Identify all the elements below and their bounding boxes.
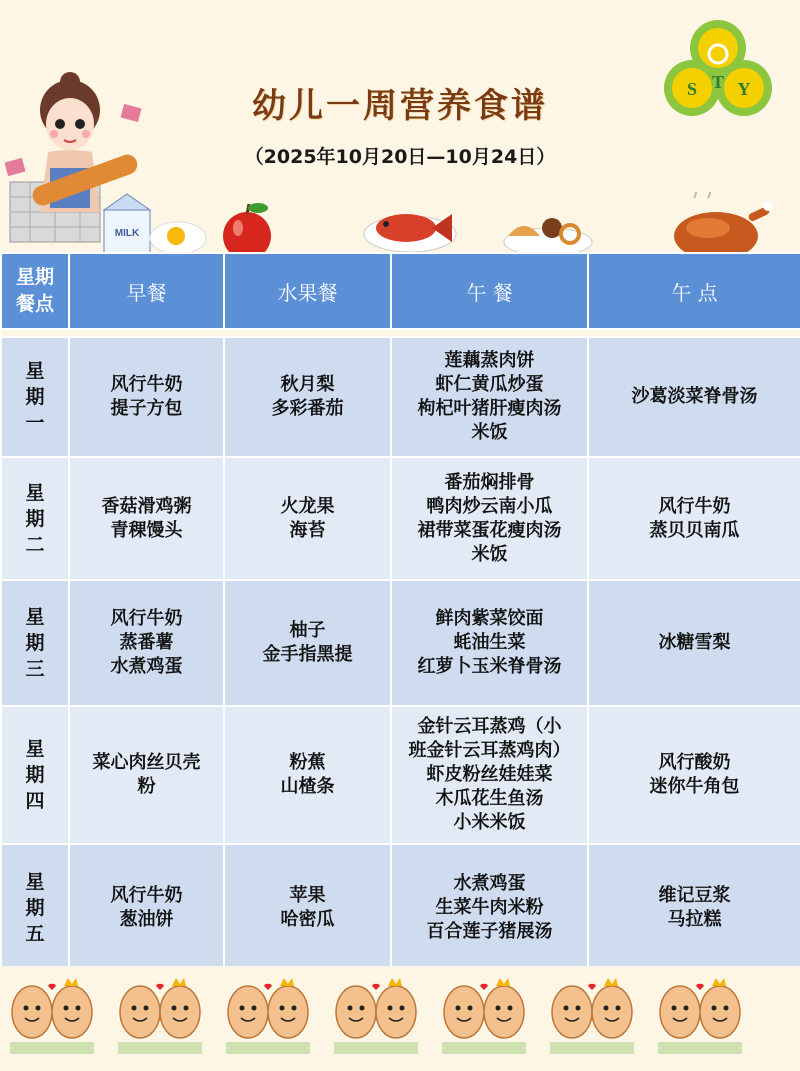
snack-cell: 冰糖雪梨 bbox=[588, 580, 800, 706]
breakfast-cell: 香菇滑鸡粥 青稞馒头 bbox=[69, 457, 224, 580]
snack-cell: 沙葛淡菜脊骨汤 bbox=[588, 337, 800, 457]
egg-couples-row bbox=[0, 966, 800, 1067]
header-lunch: 午 餐 bbox=[391, 253, 588, 329]
breakfast-cell: 菜心肉丝贝壳 粉 bbox=[69, 706, 224, 844]
table-row bbox=[1, 580, 800, 706]
table-row bbox=[1, 706, 800, 844]
table-row bbox=[1, 844, 800, 972]
table-header-row bbox=[1, 253, 800, 329]
corner-line2: 餐点 bbox=[15, 293, 54, 315]
header-corner bbox=[1, 253, 69, 329]
table-row bbox=[1, 457, 800, 580]
corner-line1: 星期 bbox=[15, 266, 54, 288]
logo-letter-t: T bbox=[711, 72, 725, 92]
egg-border-decoration bbox=[0, 966, 800, 1067]
breakfast-cell: 风行牛奶 提子方包 bbox=[69, 337, 224, 457]
sty-logo bbox=[662, 18, 774, 122]
day-cell: 星 期 五 bbox=[1, 844, 69, 972]
fish-dish-illustration bbox=[360, 196, 460, 256]
lunch-cell: 鲜肉紫菜饺面 蚝油生菜 红萝卜玉米脊骨汤 bbox=[391, 580, 588, 706]
milk-egg-illustration bbox=[100, 192, 210, 256]
day-cell: 星 期 三 bbox=[1, 580, 69, 706]
breakfast-cell: 风行牛奶 蒸番薯 水煮鸡蛋 bbox=[69, 580, 224, 706]
page-title: 幼儿一周营养食谱 bbox=[252, 86, 548, 126]
day-cell: 星 期 一 bbox=[1, 337, 69, 457]
header-breakfast: 早餐 bbox=[69, 253, 224, 329]
lunch-cell: 金针云耳蒸鸡（小 班金针云耳蒸鸡肉） 虾皮粉丝娃娃菜 木瓜花生鱼汤 小米米饭 bbox=[391, 706, 588, 844]
snack-cell: 维记豆浆 马拉糕 bbox=[588, 844, 800, 972]
fruit-cell: 火龙果 海苔 bbox=[224, 457, 391, 580]
snack-cell: 风行酸奶 迷你牛角包 bbox=[588, 706, 800, 844]
header-fruit: 水果餐 bbox=[224, 253, 391, 329]
fruit-cell: 苹果 哈密瓜 bbox=[224, 844, 391, 972]
day-cell: 星 期 二 bbox=[1, 457, 69, 580]
fruit-cell: 柚子 金手指黑提 bbox=[224, 580, 391, 706]
header-snack: 午 点 bbox=[588, 253, 800, 329]
fruit-cell: 秋月梨 多彩番茄 bbox=[224, 337, 391, 457]
table-row bbox=[1, 337, 800, 457]
lunch-cell: 莲藕蒸肉饼 虾仁黄瓜炒蛋 枸杞叶猪肝瘦肉汤 米饭 bbox=[391, 337, 588, 457]
weekly-menu-table bbox=[0, 252, 800, 973]
page-header bbox=[0, 0, 800, 252]
milk-label: MILK bbox=[114, 228, 140, 239]
lunch-cell: 水煮鸡蛋 生菜牛肉米粉 百合莲子猪展汤 bbox=[391, 844, 588, 972]
fruit-cell: 粉蕉 山楂条 bbox=[224, 706, 391, 844]
logo-letter-y: Y bbox=[737, 79, 751, 99]
breakfast-cell: 风行牛奶 葱油饼 bbox=[69, 844, 224, 972]
date-range: （2025年10月20日—10月24日） bbox=[244, 146, 556, 168]
lunch-cell: 番茄焖排骨 鸭肉炒云南小瓜 裙带菜蛋花瘦肉汤 米饭 bbox=[391, 457, 588, 580]
logo-letter-s: S bbox=[686, 79, 698, 99]
day-cell: 星 期 四 bbox=[1, 706, 69, 844]
snack-cell: 风行牛奶 蒸贝贝南瓜 bbox=[588, 457, 800, 580]
